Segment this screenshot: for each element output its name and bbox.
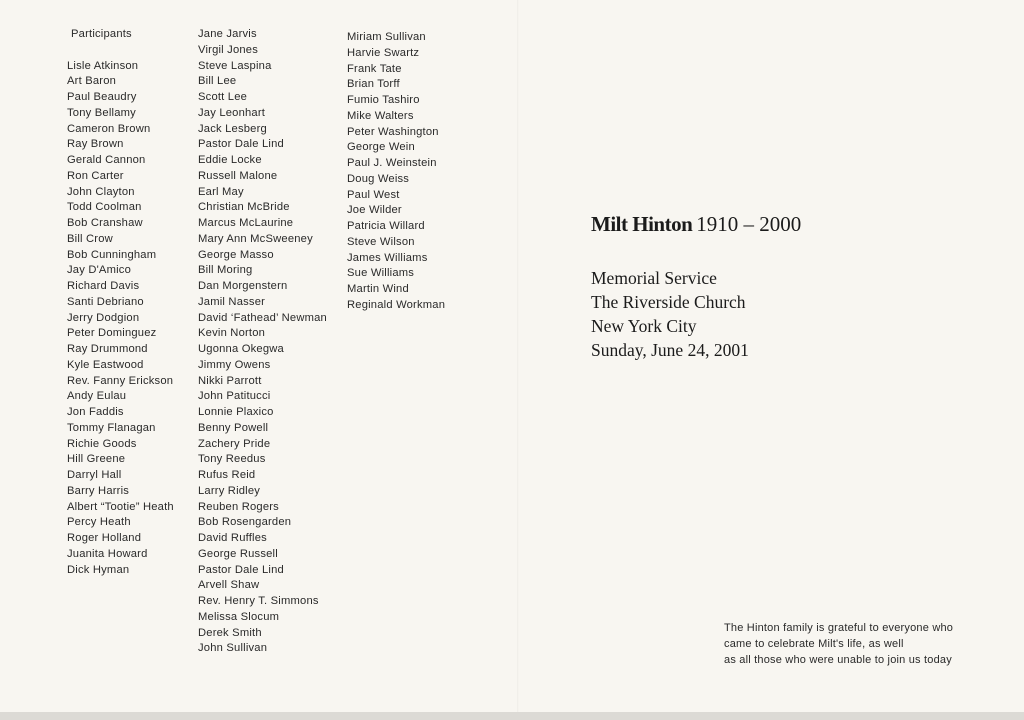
participant-name: Doug Weiss bbox=[347, 172, 410, 185]
participant-name: Ray Brown bbox=[67, 138, 124, 151]
participant-name: Kyle Eastwood bbox=[67, 358, 144, 371]
participant-name: Jack Lesberg bbox=[198, 122, 267, 135]
participant-name: Jay D'Amico bbox=[67, 264, 132, 277]
participant-name: Rev. Henry T. Simmons bbox=[198, 595, 319, 607]
participant-name: Andy Eulau bbox=[67, 390, 127, 403]
participant-name: Tony Bellamy bbox=[67, 106, 136, 119]
participant-name: Lisle Atkinson bbox=[67, 59, 139, 72]
participant-name: Mike Walters bbox=[347, 109, 414, 122]
participant-name: Christian McBride bbox=[198, 201, 290, 214]
participant-name: Steve Wilson bbox=[347, 235, 415, 248]
participant-name: Cameron Brown bbox=[67, 122, 151, 135]
participant-name: Reginald Workman bbox=[347, 298, 446, 311]
participant-name: Patricia Willard bbox=[347, 220, 425, 232]
participant-name: Pastor Dale Lind bbox=[198, 138, 284, 151]
participant-name: Todd Coolman bbox=[67, 201, 142, 214]
participant-name: Roger Holland bbox=[67, 532, 142, 544]
participant-name: Harvie Swartz bbox=[347, 46, 420, 59]
participant-name: Peter Washington bbox=[347, 125, 439, 138]
participant-name: Ugonna Okegwa bbox=[198, 343, 284, 355]
service-venue: The Riverside Church bbox=[591, 292, 746, 312]
participant-name: David Ruffles bbox=[198, 532, 267, 544]
participant-name: Ray Drummond bbox=[67, 343, 148, 355]
participant-name: Nikki Parrott bbox=[198, 374, 262, 387]
participant-name: Virgil Jones bbox=[198, 43, 259, 56]
participant-name: Bob Rosengarden bbox=[198, 516, 292, 529]
participant-name: Rev. Fanny Erickson bbox=[67, 374, 174, 387]
participant-name: David ‘Fathead’ Newman bbox=[198, 311, 327, 324]
participant-name: Dick Hyman bbox=[67, 563, 130, 576]
participant-name: Jerry Dodgion bbox=[67, 311, 140, 324]
service-date: Sunday, June 24, 2001 bbox=[591, 340, 749, 360]
participant-name: Miriam Sullivan bbox=[347, 31, 426, 43]
participant-name: Paul West bbox=[347, 188, 400, 201]
participant-name: George Russell bbox=[198, 547, 278, 560]
participant-name: Scott Lee bbox=[198, 91, 248, 103]
participant-name: Eddie Locke bbox=[198, 154, 262, 166]
participant-name: Jimmy Owens bbox=[198, 358, 271, 371]
honoree-name: Milt Hinton bbox=[591, 212, 693, 236]
family-note bbox=[724, 620, 953, 668]
participant-name: Peter Dominguez bbox=[67, 327, 157, 340]
participant-name: Reuben Rogers bbox=[198, 500, 279, 513]
participant-name: John Clayton bbox=[67, 185, 135, 198]
participant-name: Arvell Shaw bbox=[198, 579, 260, 592]
participant-name: Brian Torff bbox=[347, 78, 400, 91]
participant-name: Lonnie Plaxico bbox=[198, 406, 274, 418]
participant-name: Derek Smith bbox=[198, 626, 262, 639]
participant-name: Tony Reedus bbox=[198, 453, 266, 466]
participant-name: Pastor Dale Lind bbox=[198, 563, 284, 576]
participants-heading: Participants bbox=[71, 28, 132, 40]
participant-name: Bill Lee bbox=[198, 75, 237, 88]
participant-name: Jay Leonhart bbox=[198, 106, 266, 119]
page-edge bbox=[0, 712, 1024, 720]
participant-name: Benny Powell bbox=[198, 421, 269, 434]
participant-name: Art Baron bbox=[67, 75, 117, 88]
participant-name: Bill Moring bbox=[198, 264, 253, 277]
participant-name: Hill Greene bbox=[67, 453, 126, 466]
participant-name: Zachery Pride bbox=[198, 437, 271, 450]
participant-name: Steve Laspina bbox=[198, 59, 272, 72]
center-fold bbox=[517, 0, 519, 712]
participant-name: Richie Goods bbox=[67, 437, 137, 450]
service-details bbox=[591, 266, 749, 362]
participant-name: Marcus McLaurine bbox=[198, 217, 294, 229]
participant-name: Tommy Flanagan bbox=[67, 421, 156, 434]
participant-name: Bob Cranshaw bbox=[67, 217, 143, 229]
participant-name: Paul J. Weinstein bbox=[347, 157, 437, 169]
participant-name: Juanita Howard bbox=[67, 547, 148, 560]
family-note-line: as all those who were unable to join us today bbox=[724, 654, 952, 666]
participant-name: John Patitucci bbox=[198, 390, 271, 403]
participant-name: Santi Debriano bbox=[67, 295, 144, 308]
title-block bbox=[591, 212, 801, 237]
participants-column-3 bbox=[347, 30, 445, 314]
participant-name: George Wein bbox=[347, 141, 415, 154]
participant-name: Joe Wilder bbox=[347, 204, 402, 217]
participant-name: Percy Heath bbox=[67, 516, 131, 529]
participant-name: Darryl Hall bbox=[67, 469, 122, 481]
participant-name: Bob Cunningham bbox=[67, 248, 157, 261]
participant-name: John Sullivan bbox=[198, 642, 268, 655]
participants-column-2 bbox=[198, 27, 327, 657]
participant-name: Dan Morgenstern bbox=[198, 280, 288, 292]
participant-name: Paul Beaudry bbox=[67, 91, 137, 103]
participant-name: Kevin Norton bbox=[198, 327, 266, 340]
memorial-title bbox=[591, 212, 801, 237]
participant-name: Melissa Slocum bbox=[198, 610, 280, 623]
participant-name: Albert “Tootie” Heath bbox=[67, 500, 174, 513]
family-note-line: The Hinton family is grateful to everyone who bbox=[724, 622, 954, 634]
participant-name: James Williams bbox=[347, 251, 428, 264]
participant-name: George Masso bbox=[198, 248, 274, 261]
participants-list-1 bbox=[67, 59, 174, 579]
participants-column-1 bbox=[67, 27, 174, 578]
participant-name: Jon Faddis bbox=[67, 406, 124, 418]
participant-name: Bill Crow bbox=[67, 232, 113, 245]
honoree-years: 1910 – 2000 bbox=[696, 212, 802, 236]
participant-name: Larry Ridley bbox=[198, 484, 261, 497]
participant-name: Richard Davis bbox=[67, 280, 140, 292]
participant-name: Russell Malone bbox=[198, 169, 278, 182]
participant-name: Earl May bbox=[198, 185, 244, 198]
service-type: Memorial Service bbox=[591, 268, 717, 288]
participants-list-2 bbox=[198, 27, 327, 657]
participant-name: Gerald Cannon bbox=[67, 154, 146, 166]
participants-list-3 bbox=[347, 30, 445, 314]
participant-name: Rufus Reid bbox=[198, 469, 256, 481]
participant-name: Martin Wind bbox=[347, 283, 409, 295]
participant-name: Sue Williams bbox=[347, 267, 415, 280]
family-note-line: came to celebrate Milt's life, as well bbox=[724, 638, 904, 650]
participant-name: Jane Jarvis bbox=[198, 28, 257, 40]
participant-name: Ron Carter bbox=[67, 169, 124, 182]
participant-name: Jamil Nasser bbox=[198, 295, 266, 308]
participant-name: Mary Ann McSweeney bbox=[198, 232, 313, 245]
service-city: New York City bbox=[591, 316, 697, 336]
participant-name: Barry Harris bbox=[67, 484, 130, 497]
participant-name: Fumio Tashiro bbox=[347, 94, 420, 106]
participant-name: Frank Tate bbox=[347, 62, 402, 75]
